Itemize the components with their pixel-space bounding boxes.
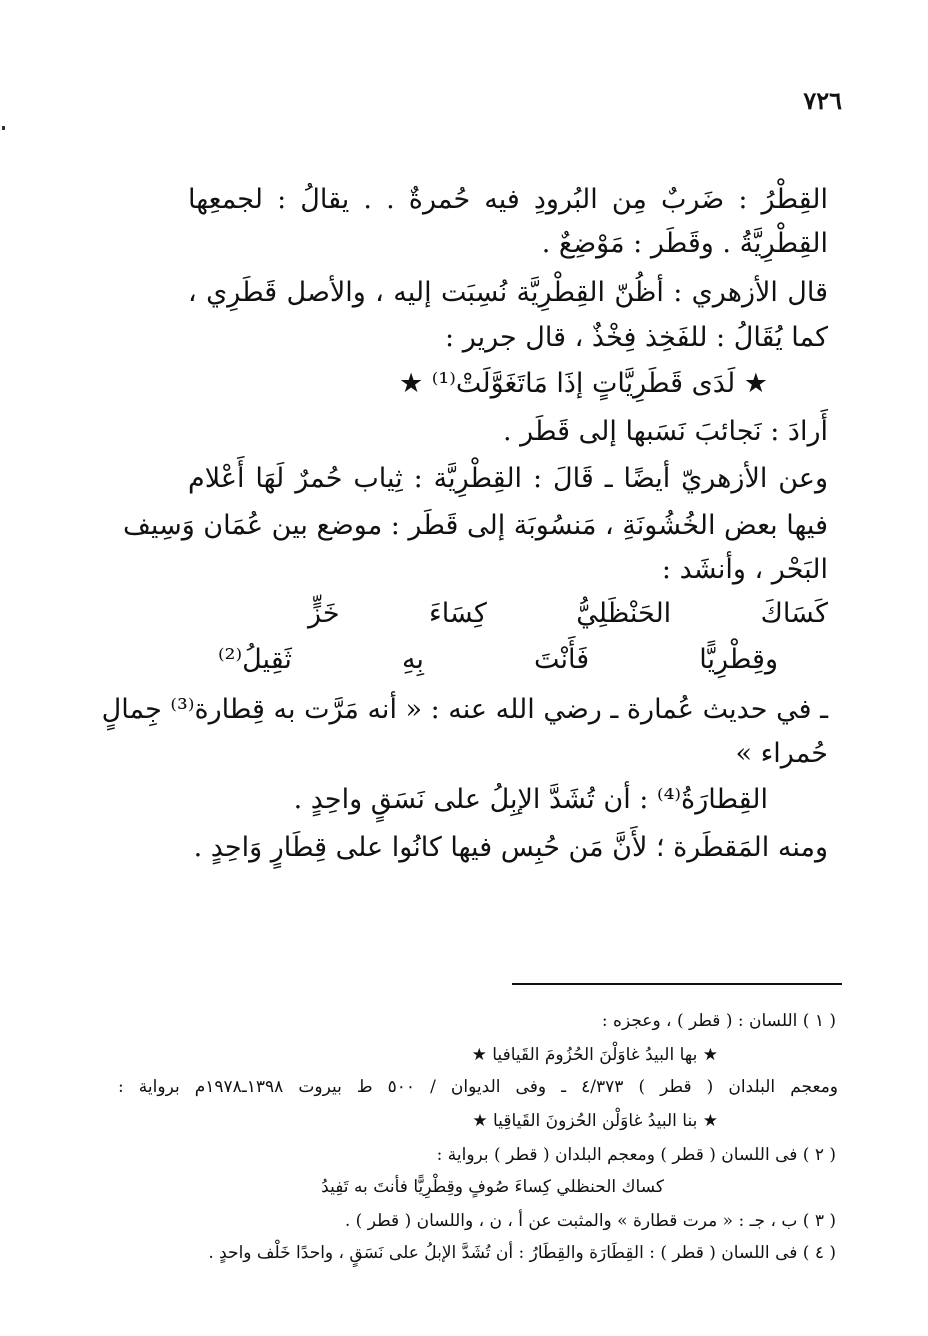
page-number: ٧٢٦	[803, 86, 842, 115]
body-line-3: قال الأزهري : أظُنّ القِطْرِيَّة نُسِبَت إليه ، والأصل قَطَرِي ،	[188, 277, 828, 308]
body-line-2: القِطْرِيَّةُ . وقَطَر : مَوْضِعٌ .	[541, 228, 828, 259]
body-line-1: القِطْرُ : ضَربٌ مِن البُرودِ فيه حُمرةٌ . . يقالُ : لجمعِها	[188, 184, 828, 215]
footnote-1-verse-2: ★ بنا البيدُ غاوَلْن الحُزونَ القَياقِيا ★	[472, 1111, 718, 1131]
footnote-separator	[512, 983, 842, 985]
body-line-6: وعن الأزهريّ أيضًا ـ قَالَ : القِطْرِيَّة : ثِياب حُمرٌ لَهَا أَعْلام	[188, 463, 828, 494]
body-line-11: القِطارَةُ⁽⁴⁾ : أن تُشَدَّ الإبِلُ على نَسَقٍ واحِدٍ .	[293, 784, 768, 815]
body-line-5: أَرادَ : نَجائبَ نَسَبها إلى قَطَر .	[502, 416, 828, 447]
body-line-9: ـ في حديث عُمارة ـ رضي الله عنه : « أنه مَرَّت به قِطارة⁽³⁾ جِمالٍ	[101, 694, 828, 725]
footnote-1-line-1: ( ١ ) اللسان : ( قطر ) ، وعجزه :	[601, 1011, 836, 1031]
body-line-10: حُمراء »	[735, 738, 828, 769]
body-line-12: ومنه المَقطَرة ؛ لأَنَّ مَن حُبِس فيها كانُوا على قِطَارٍ وَاحِدٍ .	[193, 832, 828, 863]
scan-edge-mark	[2, 126, 5, 130]
body-line-7: فيها بعض الخُشُونَةِ ، مَنسُوبَة إلى قَطَر : موضع بين عُمَان وَسِيف	[122, 510, 828, 541]
footnote-1-verse-1: ★ بها البيدُ غاوَلْنَ الحُزُومَ القَيافيا ★	[471, 1045, 718, 1065]
verse-line-2: وقِطْرِيًّا فَأَنْتَ بِهِ ثَقِيلُ⁽²⁾	[218, 644, 778, 675]
footnote-3: ( ٣ ) ب ، جـ : « مرت قطارة » والمثبت عن أ ، ن ، واللسان ( قطر ) .	[344, 1211, 836, 1231]
footnote-4: ( ٤ ) فى اللسان ( قطر ) : القِطَارَة والقِطَارُ : أن تُشَدَّ الإبلُ على نَسَقٍ ، واحدًا خَلْف واحدٍ .	[208, 1243, 836, 1263]
footnote-2-line-1: ( ٢ ) فى اللسان ( قطر ) ومعجم البلدان ( قطر ) برواية :	[436, 1145, 836, 1165]
verse-line-1: كَسَاكَ الحَنْظَلِيُّ كِسَاءَ خَزٍّ	[308, 598, 828, 629]
body-line-8: البَحْر ، وأنشَد :	[661, 554, 828, 585]
footnote-2-verse: كساك الحنظلي كِساءَ صُوفٍ وقِطْرِيًّا فأنتَ به تَفِيدُ	[321, 1177, 664, 1197]
body-line-4: كما يُقَالُ : للفَخِذ فِخْذٌ ، قال جرير :	[445, 322, 828, 353]
verse-jarir: ★ لَدَى قَطَرِيَّاتٍ إذَا مَاتَغَوَّلَتْ⁽¹⁾ ★	[398, 368, 768, 399]
footnote-1-line-2: ومعجم البلدان ( قطر ) ٤/٣٧٣ ـ وفى الديوان / ٥٠٠ ط بيروت ١٣٩٨ـ١٩٧٨م برواية :	[118, 1077, 839, 1097]
